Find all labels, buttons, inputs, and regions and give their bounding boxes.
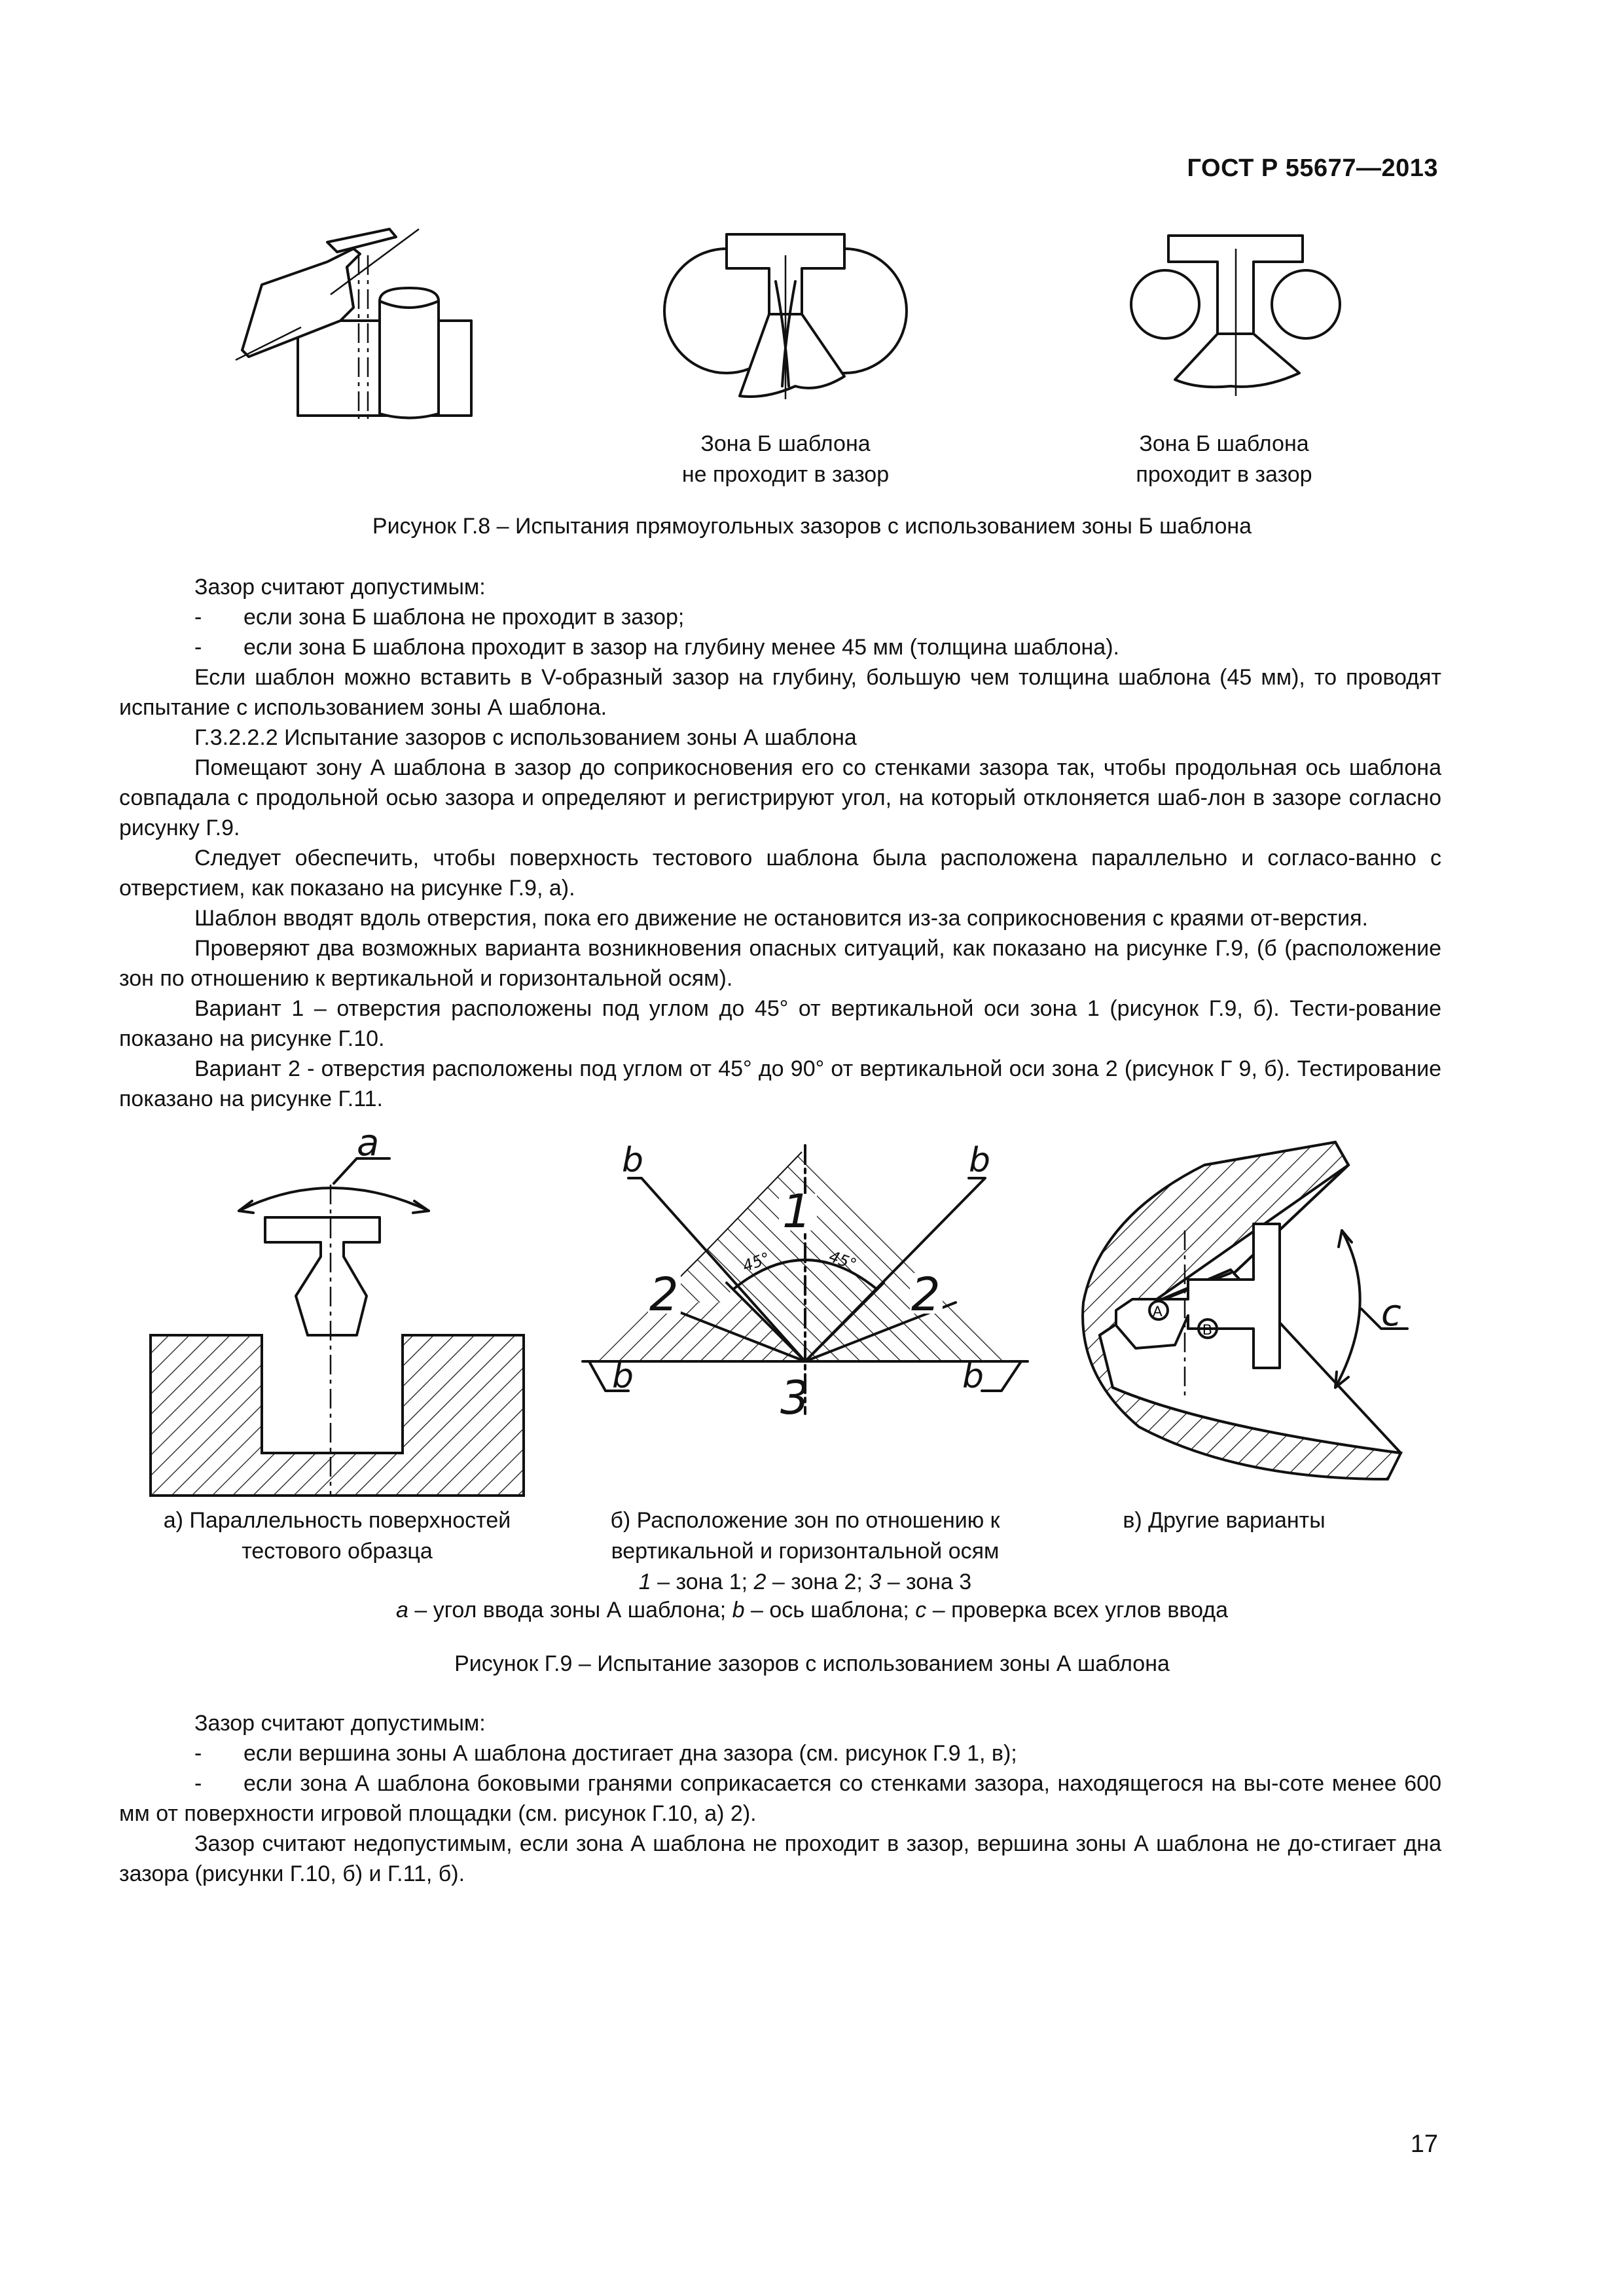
list-item: - если вершина зоны А шаблона достигает дна зазора (см. рисунок Г.9 1, в); — [194, 1741, 1017, 1766]
text-block-2 — [119, 1708, 1441, 1889]
zone-3-label: 3 — [780, 1371, 810, 1425]
list-item: - если зона Б шаблона проходит в зазор на глубину менее 45 мм (толщина шаблона). — [194, 635, 1119, 660]
figure-g9-drawing-a — [141, 1122, 533, 1512]
figure-g9-legend — [0, 1595, 1624, 1626]
legend-key: b — [732, 1598, 745, 1623]
caption-line: а) Параллельность поверхностей — [163, 1508, 511, 1533]
caption-line: в) Другие варианты — [1123, 1508, 1326, 1533]
figure-g8-title: Рисунок Г.8 – Испытания прямоугольных зазоров с использованием зоны Б шаблона — [372, 514, 1252, 539]
page-number: 17 — [1410, 2130, 1438, 2158]
paragraph: Зазор считают допустимым: — [194, 1711, 486, 1736]
angle-left-label: 45° — [740, 1249, 773, 1276]
zone-1-label: 1 — [782, 1185, 812, 1238]
zone-2-right-label: 2 — [911, 1268, 941, 1321]
legend-text: – угол ввода зоны А шаблона; — [408, 1598, 732, 1623]
paragraph: Зазор считают недопустимым, если зона А шаблона не проходит в зазор, вершина зоны А шаблона не до-стигает дна зазора (рисунки Г.10, б) и Г.11, б). — [119, 1831, 1441, 1886]
figure-g9-caption-v — [1060, 1505, 1388, 1536]
paragraph: Зазор считают допустимым: — [194, 575, 486, 600]
label-circle-a: A — [1153, 1303, 1163, 1319]
zones-legend — [576, 1567, 1034, 1598]
caption-line: Зона Б шаблона — [700, 431, 871, 456]
list-item-text: если зона А шаблона боковыми гранями соприкасается со стенками зазора, находящегося на вы-соте менее 600 мм от поверхности игровой площадки (см. рисунок Г.10, а) 2). — [119, 1771, 1441, 1826]
figure-g9-drawing-v — [1074, 1139, 1414, 1492]
section-heading: Г.3.2.2.2 Испытание зазоров с использованием зоны А шаблона — [194, 725, 857, 750]
label-a: a — [357, 1122, 380, 1164]
angle-right-label: 45° — [826, 1247, 859, 1274]
paragraph: Если шаблон можно вставить в V-образный зазор на глубину, большую чем толщина шаблона (45 мм), то проводят испытание с использованием зоны А шаблона. — [119, 665, 1441, 720]
legend-key: c — [915, 1598, 927, 1623]
zone-2-left-label: 2 — [649, 1268, 679, 1321]
figure-g8-drawing-2 — [655, 223, 916, 419]
legend-text: – ось шаблона; — [744, 1598, 916, 1623]
zone-text: – зона 1; — [651, 1570, 754, 1594]
label-b-top-left: b — [622, 1141, 644, 1180]
list-item-text: если зона Б шаблона проходит в зазор на глубину менее 45 мм (толщина шаблона). — [244, 635, 1119, 660]
paragraph: Шаблон вводят вдоль отверстия, пока его движение не остановится из-за соприкосновения с краями от-верстия. — [194, 906, 1369, 931]
caption-line: проходит в зазор — [1136, 462, 1312, 487]
caption-line: Зона Б шаблона — [1139, 431, 1309, 456]
legend-text: – проверка всех углов ввода — [926, 1598, 1229, 1623]
caption-line: тестового образца — [242, 1539, 433, 1564]
list-item: - если зона Б шаблона не проходит в зазор; — [194, 605, 685, 630]
caption-line: не проходит в зазор — [681, 462, 890, 487]
figure-g9-caption-b — [576, 1505, 1034, 1598]
list-item-text: если вершина зоны А шаблона достигает дна зазора (см. рисунок Г.9 1, в); — [244, 1741, 1017, 1766]
label-c: c — [1381, 1292, 1401, 1335]
figure-g9-caption-a — [124, 1505, 550, 1567]
paragraph: Проверяют два возможных варианта возникновения опасных ситуаций, как показано на рисунке Г.9, (б (расположение зон по отношению к вертикальной и горизонтальной осям). — [119, 936, 1441, 991]
figure-g9-drawing-b — [576, 1139, 1028, 1427]
zone-text: – зона 2; — [766, 1570, 869, 1594]
label-b-top-right: b — [969, 1141, 991, 1180]
figure-g8-drawing-1 — [223, 223, 537, 425]
zone-text: – зона 3 — [881, 1570, 972, 1594]
figure-g9-title: Рисунок Г.9 – Испытание зазоров с использованием зоны А шаблона — [454, 1651, 1170, 1676]
paragraph: Вариант 1 – отверстия расположены под углом до 45° от вертикальной оси зона 1 (рисунок Г.9, б). Тести-рование показано на рисунке Г.10. — [119, 996, 1441, 1051]
caption-line: вертикальной и горизонтальной осям — [611, 1539, 1000, 1564]
label-b-bottom-right: b — [962, 1357, 984, 1396]
paragraph: Помещают зону А шаблона в зазор до соприкосновения его со стенками зазора так, чтобы продольная ось шаблона совпадала с продольной осью зазора и определяют и регистрируют угол, на который отклоняется шаб-лон в зазоре согласно рисунку Г.9. — [119, 755, 1441, 840]
zone-num: 2 — [753, 1570, 767, 1594]
figure-g8-drawing-3 — [1113, 223, 1362, 419]
legend-key: a — [395, 1598, 408, 1623]
label-circle-b: B — [1202, 1321, 1212, 1338]
paragraph: Следует обеспечить, чтобы поверхность тестового шаблона была расположена параллельно и согласо-ванно с отверстием, как показано на рисунке Г.9, а). — [119, 846, 1441, 901]
zone-num: 1 — [638, 1570, 651, 1594]
zone-num: 3 — [869, 1570, 882, 1594]
list-item: - если зона А шаблона боковыми гранями соприкасается со стенками зазора, находящегося на вы-соте менее 600 мм от поверхности игровой площадки (см. рисунок Г.10, а) 2). — [119, 1771, 1441, 1826]
figure-g8-caption-2 — [1087, 429, 1362, 490]
label-b-bottom-left: b — [612, 1357, 634, 1396]
figure-g8-caption-1 — [648, 429, 923, 490]
document-code: ГОСТ Р 55677—2013 — [1187, 154, 1438, 182]
text-block-1 — [119, 572, 1441, 1114]
paragraph: Вариант 2 - отверстия расположены под углом от 45° до 90° от вертикальной оси зона 2 (рисунок Г 9, б). Тестирование показано на рисунке Г.11. — [119, 1056, 1441, 1111]
caption-line: б) Расположение зон по отношению к — [610, 1508, 1000, 1533]
list-item-text: если зона Б шаблона не проходит в зазор; — [244, 605, 685, 630]
